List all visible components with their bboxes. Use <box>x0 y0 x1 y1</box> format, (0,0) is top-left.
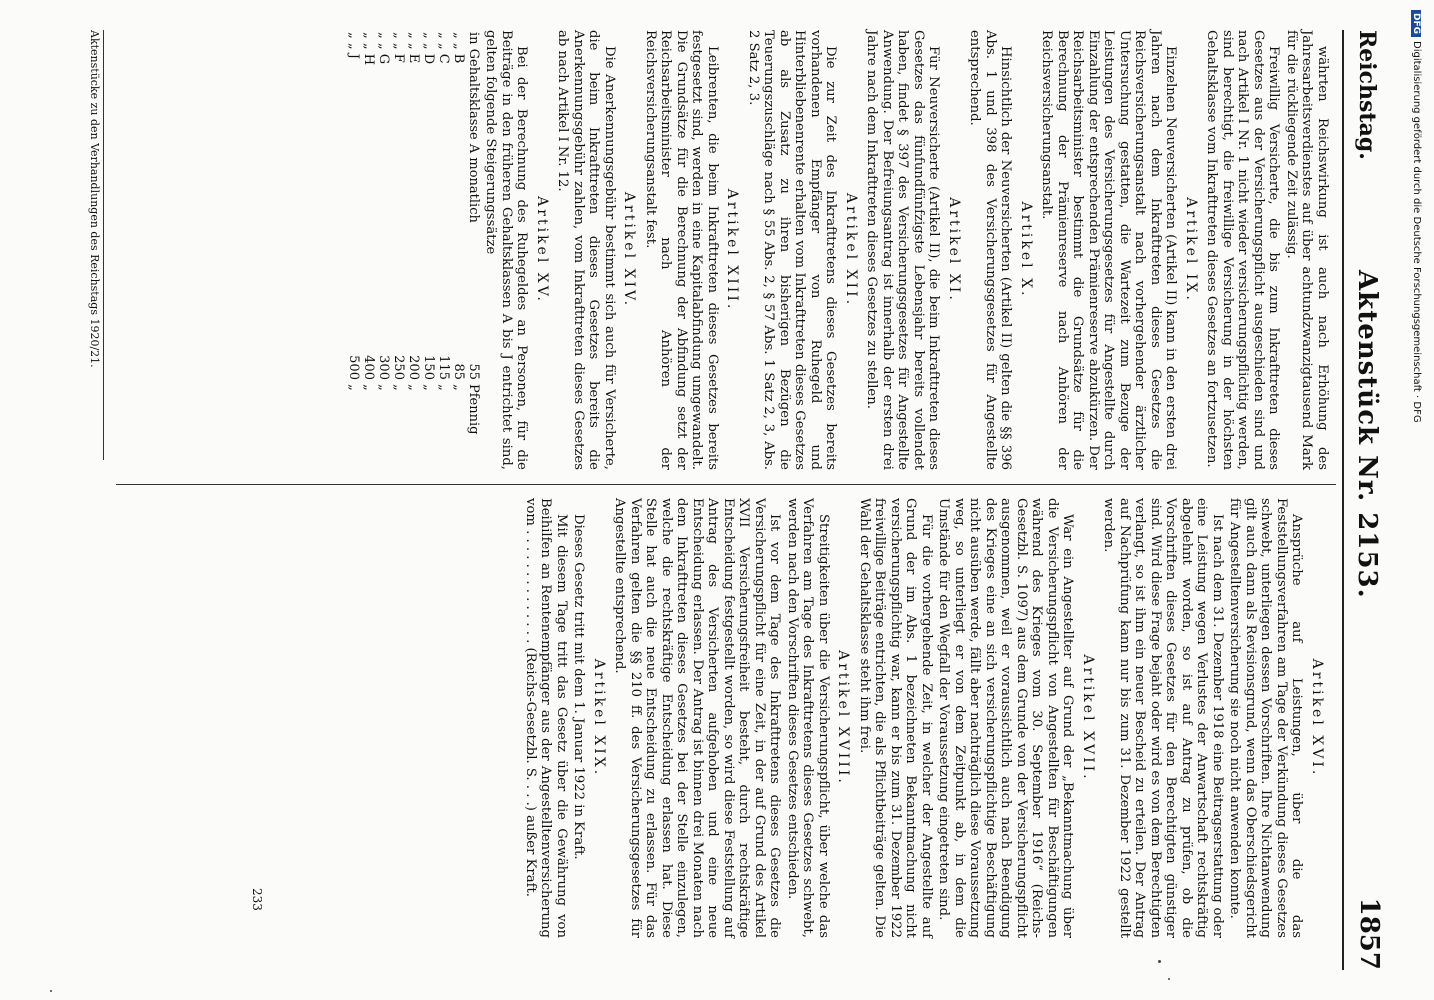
rate-unit: „ <box>391 383 406 391</box>
rate-unit: „ <box>406 383 421 391</box>
rate-label: „ „ G <box>376 32 391 65</box>
article-9-title: Artikel IX. <box>1183 197 1199 303</box>
table-row <box>421 30 436 470</box>
article-16-text-1: Ansprüche auf Leistungen, über die das Feststellungsverfahren am Tage der Verkündung dieses Gesetzes schwebt, unterliegen dessen Vorschriften. Ihre Nichtanwendung gilt auch dann als Revisionsgrund, wenn das Oberschiedsgericht für Angestelltenversicherung sie noch nicht anwenden konnte. <box>1227 498 1305 938</box>
rate-value: 150 <box>421 355 436 380</box>
dfg-credit-text: Digitalisierung gefördert durch die Deutsche Forschungsgemeinschaft · DFG <box>1411 41 1422 423</box>
article-16-title: Artikel XVI. <box>1309 658 1325 778</box>
rate-unit: Pfennig <box>466 383 481 435</box>
rate-label: „ „ B <box>451 32 466 64</box>
rate-value: 85 <box>451 363 466 380</box>
table-row <box>451 30 466 470</box>
article-11-title: Artikel XI. <box>946 197 962 303</box>
article-14-text: Die Anerkennungsgebühr bestimmt sich auch für Versicherte, die beim Inkrafttreten dieses Gesetzes bereits die Anerkennungsgebühr zahlen, vom Inkrafttreten dieses Gesetzes ab nach Artikel I Nr. 12. <box>555 30 617 470</box>
article-18-title: Artikel XVIII. <box>835 650 852 786</box>
article-17-title: Artikel XVII. <box>1080 654 1096 782</box>
rate-unit: „ <box>421 383 436 391</box>
rate-label: „ „ E <box>406 32 421 64</box>
scan-speck <box>50 990 52 992</box>
scan-speck <box>1158 960 1161 963</box>
article-14-title: Artikel XIV. <box>621 191 638 309</box>
rate-unit: „ <box>346 383 361 391</box>
article-19-text-2: Mit diesem Tage tritt das Gesetz über die Gewährung von Beihilfen an Rentenempfänger aus der Angestelltenversicherung vom . . . . . . . . . . . . . . (Reichs-Gesetzbl. S. . . .) außer Kraft. <box>523 498 569 938</box>
page-header <box>1342 30 1384 970</box>
intro-paragraph-1: währten Reichswirkung ist auch nach Erhöhung des Jahresarbeitsverdienstes auf über achtundzwanzigtausend Mark für die rückliegende Zeit zulässig. <box>1284 30 1330 470</box>
article-16-text-2: Ist nach dem 31. Dezember 1918 eine Beitragserstattung oder eine Leistung wegen Verlustes der Anwartschaft rechtskräftig abgelehnt worden, so ist auf Antrag zu prüfen, ob die Vorschriften dieses Gesetzes für den Berechtigten günstiger sind. Wird diese Frage bejaht oder wird es von dem Berechtigten verlangt, so ist ihm ein neuer Bescheid zu erteilen. Der Antrag auf Nachprüfung kann nur bis zum 31. Dezember 1922 gestellt werden. <box>1101 498 1225 938</box>
rotated-page-content <box>74 30 1384 970</box>
rate-label: „ „ D <box>421 32 436 65</box>
article-11-text: Für Neuversicherte (Artikel II), die beim Inkrafttreten dieses Gesetzes das fünfundfünfzigste Lebensjahr bereits vollendet haben, findet § 397 des Versicherungsgesetzes für Angestellte Anwendung. Der Befreiungsantrag ist innerhalb der ersten drei Jahre nach dem Inkrafttreten dieses Gesetzes zu stellen. <box>864 30 942 470</box>
article-13-text: Leibrenten, die beim Inkrafttreten dieses Gesetzes bereits festgesetzt sind, werden in eine Kapitalabfindung umgewandelt. Die Grundsätze für die Berechnung der Abfindung setzt der Reichsarbeitsminister nach Anhören der Reichsversicherungsanstalt fest. <box>643 30 720 470</box>
rate-unit: „ <box>376 383 391 391</box>
header-page-number: 1857 <box>1354 897 1384 970</box>
article-12-text: Die zur Zeit des Inkrafttretens dieses Gesetzes bereits vorhandenen Empfänger von Ruhegeld und Hinterbliebenenrente erhalten vom Inkrafttreten dieses Gesetzes ab als Zusatz zu ihren bisherigen Bezügen die Teuerungszuschläge nach § 55 Abs. 2, § 57 Abs. 1 Satz 2, 3, Abs. 2 Satz 2, 3. <box>746 30 839 470</box>
article-10-text: Hinsichtlich der Neuversicherten (Artikel II) gelten die §§ 396 Abs. 1 und 398 des Versicherungsgesetzes für Angestellte entsprechend. <box>967 30 1014 470</box>
rate-value: 500 <box>346 355 361 380</box>
article-15-title: Artikel XV. <box>534 196 550 304</box>
table-row <box>361 30 376 470</box>
header-reichstag: Reichstag. <box>1354 30 1380 160</box>
rate-unit: „ <box>361 383 376 391</box>
table-row <box>466 30 481 470</box>
table-row <box>406 30 421 470</box>
intro-paragraph-2: Freiwillig Versicherte, die bis zum Inkrafttreten dieses Gesetzes aus der Versicherungspflicht ausgeschieden sind und nach Artikel I Nr. 1 nicht wieder versicherungspflichtig werden, sind berechtigt, die freiwillige Versicherung in der höchsten Gehaltsklasse vom Inkrafttreten dieses Gesetzes an fortzusetzen. <box>1204 30 1282 470</box>
article-18-text-2: Ist vor dem Tage des Inkrafttretens dieses Gesetzes die Versicherungspflicht für eine Zeit, in der auf Grund des Artikel XVII Versicherungsfreiheit besteht, durch rechtskräftige Entscheidung festgestellt worden, so wird diese Feststellung auf Antrag des Versicherten aufgehoben und eine neue Entscheidung erlassen. Der Antrag ist binnen drei Monaten nach dem Inkrafttreten dieses Gesetzes bei der Stelle einzulegen, welche die rechtskräftige Entscheidung erlassen hat. Diese Stelle hat auch die neue Entscheidung zu erlassen. Für das Verfahren gelten die §§ 210 ff. des Versicherungsgesetzes für Angestellte entsprechend. <box>612 498 783 938</box>
article-13-title: Artikel XIII. <box>724 188 741 312</box>
rate-label: „ „ F <box>391 32 406 63</box>
dfg-credit <box>1411 10 1422 423</box>
header-document-number: Aktenstück Nr. 2153. <box>1352 270 1382 599</box>
article-17-text-1: War ein Angestellter auf Grund der „Bekanntmachung über die Versicherungspflicht von Angestellten für Beschäftigungen während des Krieges vom 30. September 1916“ (Reichs-Gesetzbl. S. 1097) aus dem Grunde von der Versicherungspflicht ausgenommen, weil er voraussichtlich auch nach Beendigung des Krieges eine an sich versicherungspflichtige Beschäftigung nicht ausüben werde, fällt aber nachträglich diese Voraussetzung weg, so unterliegt er von dem Zeitpunkt ab, in dem die Umstände für den Wegfall der Voraussetzung eingetreten sind. <box>936 498 1076 938</box>
rate-value: 55 <box>466 363 481 380</box>
page-footer: Aktenstücke zu den Verhandlungen des Reichstags 1920/21. <box>88 30 104 460</box>
rate-label: „ „ C <box>436 32 451 64</box>
article-18-text-1: Streitigkeiten über die Versicherungspflicht, über welche das Verfahren am Tage des Inkrafttretens dieses Gesetzes schwebt, werden nach den Vorschriften dieses Gesetzes entschieden. <box>785 498 831 938</box>
rate-value: 115 <box>436 355 451 380</box>
article-15-text: Bei der Berechnung des Ruhegeldes an Personen, für die Beiträge in den früheren Gehaltsklassen A bis J entrichtet sind, gelten folgende Steigerungssätze <box>483 30 530 470</box>
left-column <box>342 30 1330 470</box>
table-row <box>376 30 391 470</box>
scan-speck <box>1168 978 1170 980</box>
article-9-text: Einzelnen Neuversicherten (Artikel II) kann in den ersten drei Jahren nach dem Inkrafttreten dieses Gesetzes die Reichsversicherungsanstalt nach vorhergehender ärztlicher Untersuchung gestatten, die Wartezeit zum Bezuge der Leistungen des Versicherungsgesetzes für Angestellte durch Einzahlung der entsprechenden Prämienreserve abzukürzen. Der Reichsarbeitsminister bestimmt die Grundsätze für die Berechnung der Prämienreserve nach Anhören der Reichsversicherungsanstalt. <box>1039 30 1179 470</box>
rate-value: 200 <box>406 355 421 380</box>
rates-table <box>346 30 481 470</box>
rate-unit: „ <box>451 383 466 391</box>
table-row <box>436 30 451 470</box>
article-17-text-2: Für die vorhergehende Zeit, in welcher der Angestellte auf Grund der im Abs. 1 bezeichneten Bekanntmachung nicht versicherungspflichtig war, kann er bis zum 31. Dezember 1922 freiwillige Beiträge entrichten, die als Pflichtbeiträge gelten. Die Wahl der Gehaltsklasse steht ihm frei. <box>857 498 934 938</box>
bottom-page-number: 233 <box>250 888 264 911</box>
rate-label: „ „ H <box>361 32 376 66</box>
article-10-title: Artikel X. <box>1018 201 1034 299</box>
article-12-title: Artikel XII. <box>843 192 859 308</box>
rate-label: „ „ J <box>346 32 361 59</box>
rate-value: 250 <box>391 355 406 380</box>
rate-value: 400 <box>361 355 376 380</box>
dfg-logo-icon: DFG <box>1411 10 1421 37</box>
table-row <box>391 30 406 470</box>
rate-value: 300 <box>376 355 391 380</box>
rate-label: in Gehaltsklasse A monatlich <box>466 32 481 223</box>
column-divider <box>116 484 1336 485</box>
article-19-title: Artikel XIX. <box>591 658 607 778</box>
right-column <box>521 498 1331 938</box>
rate-unit: „ <box>436 383 451 391</box>
table-row <box>346 30 361 470</box>
article-19-text-1: Dieses Gesetz tritt mit dem 1. Januar 1922 in Kraft. <box>571 514 587 860</box>
